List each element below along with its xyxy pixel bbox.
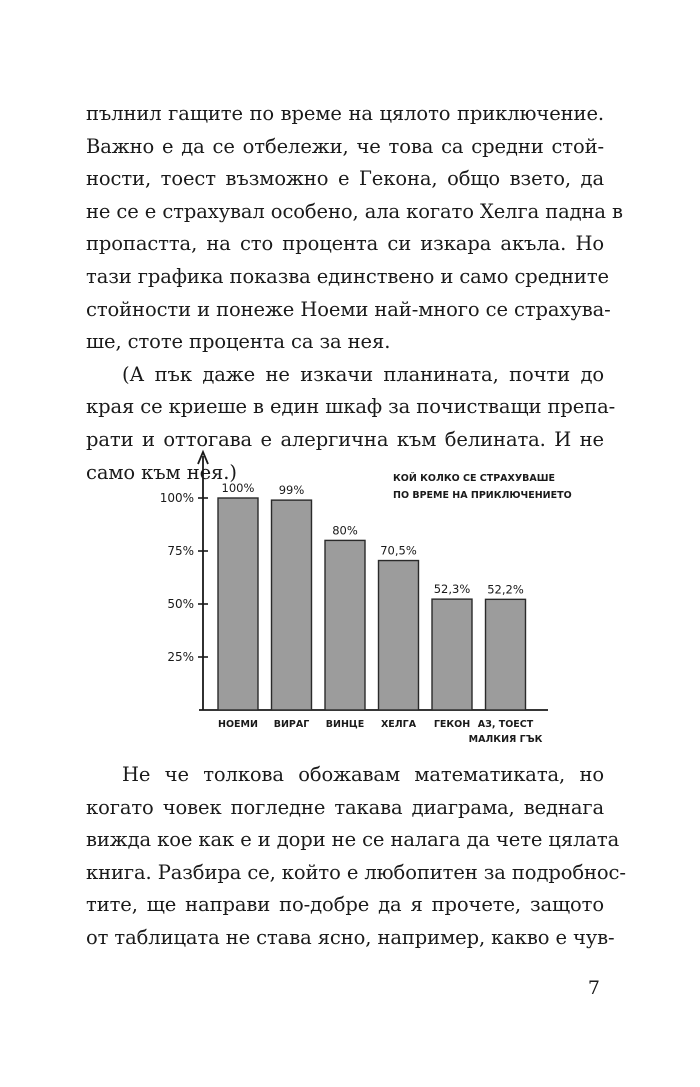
text-line: тите, ще направи по-добре да я прочете, защото — [86, 893, 604, 917]
paragraph-top — [86, 98, 623, 359]
category-label: ВИРАГ — [273, 719, 310, 730]
y-axis — [160, 452, 208, 710]
bar — [272, 500, 312, 710]
category-label: ХЕЛГА — [380, 719, 417, 730]
page-number: 7 — [587, 977, 600, 999]
y-tick-label: 75% — [167, 544, 194, 558]
text-line: Не че толкова обожавам математиката, но — [122, 763, 604, 786]
text-line: Важно е да се отбележи, че това са средни стой- — [86, 134, 604, 158]
text-line: (А пък даже не изкачи планината, почти до — [122, 362, 604, 386]
chart-title — [393, 472, 572, 501]
category-label: АЗ, ТОЕСТ — [477, 719, 534, 730]
text-line: когато човек погледне такава диаграма, веднага — [86, 795, 604, 819]
body-text-bottom — [86, 759, 626, 955]
text-line: от таблицата не става ясно, например, какво е чув- — [86, 925, 615, 949]
text-line: пропастта, на сто процента си изкара акъла. Но — [86, 232, 604, 256]
bar — [218, 498, 258, 710]
chart-canvas — [140, 448, 570, 748]
bar — [325, 540, 365, 710]
text-line: тази графика показва единствено и само средните — [86, 264, 609, 288]
y-tick-label: 25% — [167, 650, 194, 664]
category-label: МАЛКИЯ ГЪК — [468, 734, 543, 745]
bar-value-label: 100% — [221, 481, 255, 495]
category-label: ВИНЦЕ — [325, 719, 365, 730]
text-line: не се е страхувал особено, ала когато Хелга падна в — [86, 199, 623, 223]
bar — [432, 599, 472, 710]
text-line: стойности и понеже Ноеми най-много се страхува- — [86, 297, 611, 321]
chart-title-line: КОЙ КОЛКО СЕ СТРАХУВАШЕ — [393, 473, 555, 484]
text-line: книга. Разбира се, който е любопитен за подробнос- — [86, 860, 626, 884]
text-line: ше, стоте процента са за нея. — [86, 330, 391, 354]
text-line: ности, тоест възможно е Гекона, общо взето, да — [86, 167, 604, 191]
text-line: пълнил гащите по време на цялото приключение. — [86, 102, 604, 125]
text-line: рати и оттогава е алергична към белината. И не — [86, 427, 604, 451]
y-tick-label: 100% — [159, 491, 194, 505]
bar-value-label: 80% — [332, 523, 358, 538]
text-line: само към нея.) — [86, 460, 237, 484]
bar — [379, 561, 419, 710]
fear-bar-chart — [140, 448, 570, 748]
bar-value-label: 52,2% — [487, 582, 524, 597]
bars-group — [218, 481, 543, 745]
paragraph-bottom — [86, 759, 626, 955]
category-label: ГЕКОН — [433, 719, 471, 730]
y-tick-label: 50% — [167, 597, 194, 611]
text-line: края се криеше в един шкаф за почистващи препа- — [86, 395, 616, 419]
body-text-top — [86, 98, 623, 489]
text-line: вижда кое как е и дори не се налага да чете цялата — [86, 828, 620, 852]
bar-value-label: 70,5% — [380, 543, 417, 558]
category-label: НОЕМИ — [218, 719, 258, 730]
chart-title-line: ПО ВРЕМЕ НА ПРИКЛЮЧЕНИЕТО — [393, 490, 572, 501]
bar-value-label: 99% — [278, 483, 305, 498]
bar — [486, 599, 526, 710]
bar-value-label: 52,3% — [433, 582, 471, 597]
